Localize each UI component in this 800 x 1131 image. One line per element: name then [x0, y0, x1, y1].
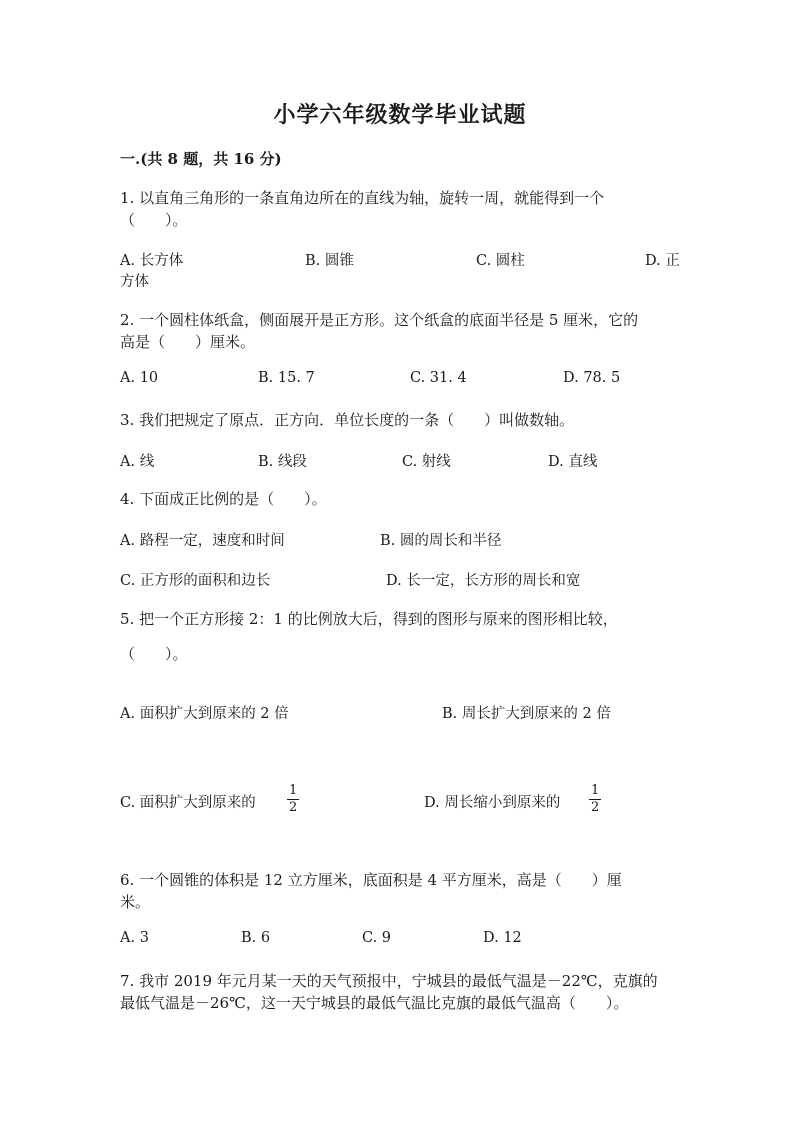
- option-a: A. 面积扩大到原来的 2 倍: [120, 706, 289, 722]
- option-c: C. 面积扩大到原来的: [120, 795, 256, 811]
- question-text: （ ）。: [120, 645, 188, 663]
- fraction-numerator: 1: [289, 783, 298, 798]
- fraction-denominator: 2: [591, 800, 600, 815]
- question-text: 米。: [120, 893, 151, 911]
- question-text: 3. 我们把规定了原点．正方向．单位长度的一条（ ）叫做数轴。: [120, 411, 575, 429]
- option-d: D. 长一定，长方形的周长和宽: [386, 573, 581, 589]
- option-b: B. 圆锥: [305, 253, 354, 269]
- section-heading: 一.(共 8 题，共 16 分): [120, 150, 282, 168]
- option-b: B. 6: [241, 930, 271, 946]
- question-text: 7. 我市 2019 年元月某一天的天气预报中，宁城县的最低气温是－22℃，克旗的: [120, 972, 658, 990]
- option-a: A. 线: [120, 454, 155, 470]
- option-c: C. 射线: [402, 454, 451, 470]
- option-a: A. 路程一定，速度和时间: [120, 533, 285, 549]
- option-d-continued: 方体: [120, 274, 149, 290]
- option-a: A. 长方体: [120, 253, 184, 269]
- option-d: D. 周长缩小到原来的: [424, 795, 561, 811]
- option-b: B. 周长扩大到原来的 2 倍: [442, 706, 611, 722]
- question-text: 5. 把一个正方形接 2：1 的比例放大后，得到的图形与原来的图形相比较，: [120, 610, 618, 628]
- page-title: 小学六年级数学毕业试题: [273, 102, 527, 128]
- question-text: （ ）。: [120, 211, 188, 229]
- question-text: 1. 以直角三角形的一条直角边所在的直线为轴，旋转一周，就能得到一个: [120, 189, 605, 207]
- option-b: B. 15. 7: [258, 370, 315, 386]
- option-c: C. 9: [362, 930, 392, 946]
- option-a: A. 3: [120, 930, 149, 946]
- fraction-denominator: 2: [289, 800, 298, 815]
- option-d: D. 78. 5: [563, 370, 621, 386]
- option-d: D. 正: [645, 253, 680, 269]
- question-text: 6. 一个圆锥的体积是 12 立方厘米，底面积是 4 平方厘米，高是（ ）厘: [120, 871, 622, 889]
- fraction-one-half: [589, 784, 601, 815]
- option-d: D. 直线: [548, 454, 598, 470]
- question-text: 高是（ ）厘米。: [120, 333, 256, 351]
- option-c: C. 正方形的面积和边长: [120, 573, 271, 589]
- option-c: C. 圆柱: [476, 253, 525, 269]
- question-text: 最低气温是－26℃，这一天宁城县的最低气温比克旗的最低气温高（ ）。: [120, 994, 629, 1012]
- question-text: 2. 一个圆柱体纸盒，侧面展开是正方形。这个纸盒的底面半径是 5 厘米，它的: [120, 311, 639, 329]
- option-c: C. 31. 4: [410, 370, 467, 386]
- fraction-numerator: 1: [591, 783, 600, 798]
- option-a: A. 10: [120, 370, 159, 386]
- question-text: 4. 下面成正比例的是（ ）。: [120, 490, 327, 508]
- option-b: B. 圆的周长和半径: [380, 533, 502, 549]
- fraction-one-half: [287, 784, 299, 815]
- option-b: B. 线段: [258, 454, 307, 470]
- option-d: D. 12: [483, 930, 522, 946]
